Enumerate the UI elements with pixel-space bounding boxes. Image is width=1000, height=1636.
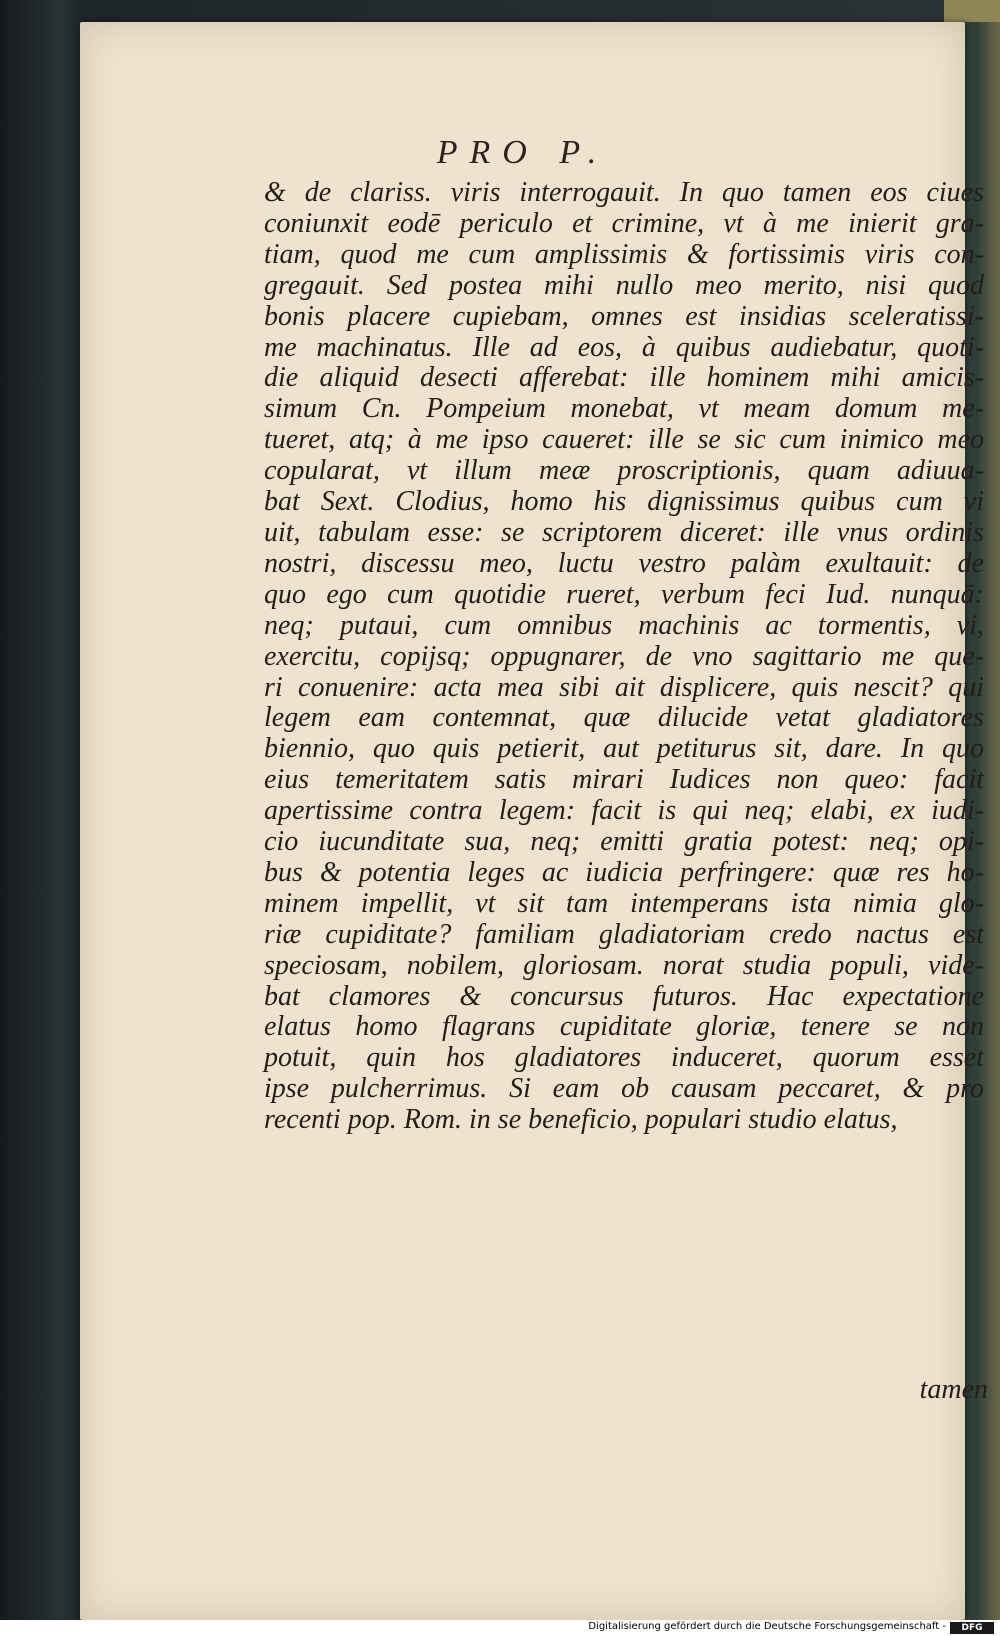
text-line: elatus homo flagrans cupiditate gloriæ, tenere se non <box>264 1011 984 1043</box>
text-line: eius temeritatem satis mirari Iudices non queo: facit <box>264 764 984 796</box>
running-header: PRO P. <box>436 134 609 171</box>
book-page <box>80 22 988 1620</box>
text-line: simum Cn. Pompeium monebat, vt meam domum me- <box>264 393 984 425</box>
body-text <box>264 178 984 1136</box>
text-line: quo ego cum quotidie rueret, verbum feci Iud. nunquā: <box>264 578 984 610</box>
dfg-logo: DFG <box>950 1622 994 1634</box>
text-line: tiam, quod me cum amplissimis & fortissimis viris con- <box>264 238 984 270</box>
text-line: bus & potentia leges ac iudicia perfringere: quæ res ho- <box>264 856 984 888</box>
text-line: nostri, discessu meo, luctu vestro palàm exultauit: de <box>264 547 984 579</box>
text-line: bat Sext. Clodius, homo his dignissimus quibus cum vi <box>264 486 984 518</box>
text-line: gregauit. Sed postea mihi nullo meo merito, nisi quod <box>264 269 984 301</box>
text-line: ri conuenire: acta mea sibi ait displicere, quis nescit? qui <box>264 671 984 703</box>
text-line: exercitu, copijsq; oppugnarer, de vno sagittario me que- <box>264 640 984 672</box>
book-corner <box>944 0 1000 22</box>
funding-credit: Digitalisierung gefördert durch die Deutsche Forschungsgemeinschaft - <box>588 1621 946 1632</box>
text-line: riæ cupiditate? familiam gladiatoriam credo nactus est <box>264 918 984 950</box>
text-line: legem eam contemnat, quæ dilucide vetat gladiatores <box>264 702 984 734</box>
text-line: potuit, quin hos gladiatores induceret, quorum esset <box>264 1042 984 1074</box>
text-line: apertissime contra legem: facit is qui neq; elabi, ex iudi- <box>264 795 984 827</box>
digitization-footer <box>0 1620 1000 1636</box>
text-line: minem impellit, vt sit tam intemperans ista nimia glo- <box>264 887 984 919</box>
text-line: neq; putaui, cum omnibus machinis ac tormentis, vi, <box>264 609 984 641</box>
text-line: bonis placere cupiebam, omnes est insidias sceleratissi- <box>264 300 984 332</box>
text-line: die aliquid desecti afferebat: ille hominem mihi amicis- <box>264 362 984 394</box>
text-line: copularat, vt illum meæ proscriptionis, quam adiuua- <box>264 455 984 487</box>
text-line: uit, tabulam esse: se scriptorem diceret: ille vnus ordinis <box>264 516 984 548</box>
text-line: tueret, atq; à me ipso caueret: ille se sic cum inimico meo <box>264 424 984 456</box>
text-line: me machinatus. Ille ad eos, à quibus audiebatur, quoti- <box>264 331 984 363</box>
text-line: cio iucunditate sua, neq; emitti gratia potest: neq; opi- <box>264 826 984 858</box>
text-line: ipse pulcherrimus. Si eam ob causam peccaret, & pro <box>264 1073 984 1105</box>
catchword: tamen <box>919 1374 988 1405</box>
text-line: biennio, quo quis petierit, aut petiturus sit, dare. In quo <box>264 733 984 765</box>
text-line: bat clamores & concursus futuros. Hac expectatione <box>264 980 984 1012</box>
text-line: recenti pop. Rom. in se beneficio, populari studio elatus, <box>264 1104 898 1136</box>
text-line: speciosam, nobilem, gloriosam. norat studia populi, vide- <box>264 949 984 981</box>
text-line: coniunxit eodē periculo et crimine, vt à me inierit gra- <box>264 207 984 239</box>
text-line: & de clariss. viris interrogauit. In quo tamen eos ciues <box>264 177 984 208</box>
